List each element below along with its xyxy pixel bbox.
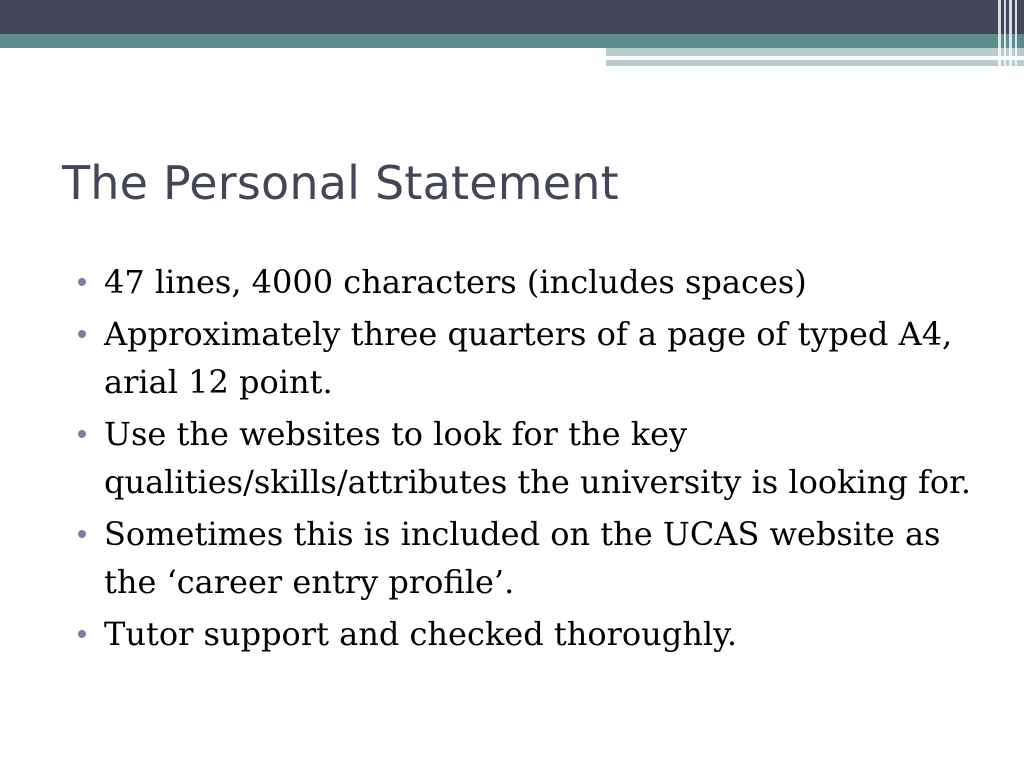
bullet-icon bbox=[78, 430, 86, 438]
teal-band bbox=[0, 34, 1024, 48]
bullet-item bbox=[78, 410, 978, 506]
decorative-line bbox=[826, 56, 948, 58]
bullet-item bbox=[78, 610, 978, 658]
bullet-text: Use the websites to look for the key qualities/skills/attributes the university is looking for. bbox=[104, 415, 972, 501]
bullet-icon bbox=[78, 530, 86, 538]
bullet-icon bbox=[78, 278, 86, 286]
bullet-item bbox=[78, 258, 978, 306]
bullet-text: Sometimes this is included on the UCAS website as the ‘career entry profile’. bbox=[104, 515, 941, 601]
header-bar bbox=[0, 0, 1024, 34]
decorative-bars bbox=[994, 0, 1024, 66]
bullet-text: 47 lines, 4000 characters (includes spaces) bbox=[104, 263, 807, 301]
teal-stripe-thin bbox=[606, 60, 1024, 66]
bullet-icon bbox=[78, 330, 86, 338]
bullet-text: Approximately three quarters of a page of typed A4, arial 12 point. bbox=[104, 315, 953, 401]
bullet-list bbox=[78, 258, 978, 662]
bullet-icon bbox=[78, 630, 86, 638]
bullet-text: Tutor support and checked thoroughly. bbox=[104, 615, 738, 653]
bullet-item bbox=[78, 310, 978, 406]
bullet-item bbox=[78, 510, 978, 606]
slide-title: The Personal Statement bbox=[62, 156, 619, 210]
teal-stripe bbox=[606, 48, 1024, 56]
